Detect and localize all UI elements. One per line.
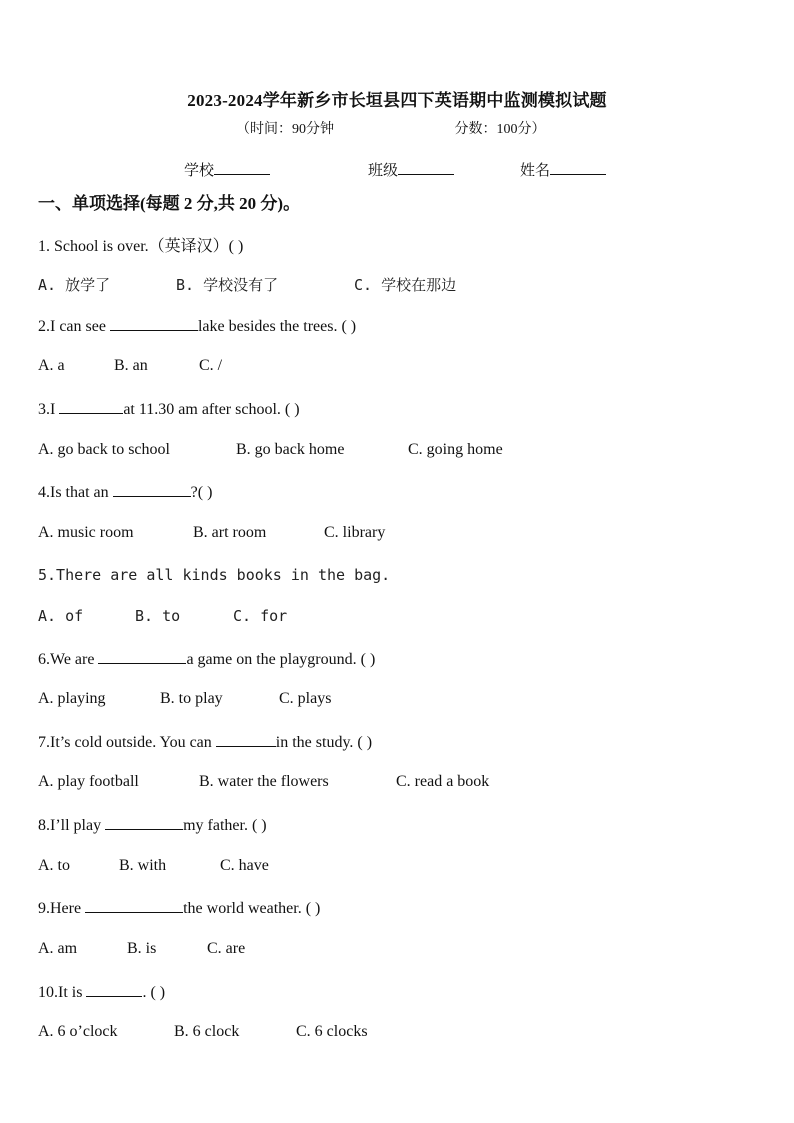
question-text: 10.It is <box>38 984 87 1001</box>
question-text-tail: ?( ) <box>190 484 213 501</box>
question-options <box>38 524 385 542</box>
option-c[interactable]: C. going home <box>408 441 503 458</box>
name-field[interactable] <box>520 159 606 180</box>
question-stem <box>38 815 267 835</box>
time-limit: （时间：90分钟 <box>236 122 334 137</box>
class-blank[interactable] <box>398 160 454 175</box>
answer-blank[interactable] <box>59 399 123 414</box>
question-stem <box>38 482 212 502</box>
answer-blank[interactable] <box>85 898 183 913</box>
answer-blank[interactable] <box>86 982 142 997</box>
question-text: 8.I’ll play <box>38 817 106 834</box>
option-a[interactable]: A. 6 o’clock <box>38 1023 118 1040</box>
option-b[interactable]: B. with <box>119 857 167 874</box>
option-b[interactable]: B. water the flowers <box>199 773 329 790</box>
option-c[interactable]: C. for <box>233 607 288 625</box>
option-a[interactable]: A. 放学了 <box>38 276 111 294</box>
option-b[interactable]: B. an <box>114 357 148 374</box>
question-text: 6.We are <box>38 651 99 668</box>
answer-blank[interactable] <box>113 482 191 497</box>
question-options <box>38 357 222 375</box>
question-text-tail: the world weather. ( ) <box>183 900 321 917</box>
question-options <box>38 607 287 625</box>
question-options <box>38 857 269 875</box>
question-options <box>38 441 503 459</box>
option-c[interactable]: C. / <box>199 357 223 374</box>
option-a[interactable]: A. to <box>38 857 70 874</box>
answer-blank[interactable] <box>110 316 198 331</box>
answer-blank[interactable] <box>216 732 276 747</box>
option-b[interactable]: B. to play <box>160 690 223 707</box>
option-a[interactable]: A. am <box>38 940 78 957</box>
question-stem <box>38 316 356 336</box>
option-b[interactable]: B. 学校没有了 <box>176 276 279 294</box>
question-text-tail: in the study. ( ) <box>275 734 373 751</box>
question-text: 1. School is over.（英译汉）( ) <box>38 238 244 255</box>
total-score: 分数：100分） <box>454 122 546 137</box>
question-options <box>38 1023 368 1041</box>
question-text-tail: at 11.30 am after school. ( ) <box>123 401 300 418</box>
option-c[interactable]: C. 6 clocks <box>296 1023 368 1040</box>
question-text: 7.It’s cold outside. You can <box>38 734 216 751</box>
question-stem <box>38 649 375 669</box>
school-blank[interactable] <box>214 160 270 175</box>
question-text-tail: a game on the playground. ( ) <box>186 651 376 668</box>
option-a[interactable]: A. of <box>38 607 84 625</box>
class-label: 班级 <box>368 163 399 179</box>
question-text: 5.There are all kinds books in the bag. <box>38 566 391 584</box>
question-stem <box>38 982 165 1002</box>
exam-title: 2023-2024学年新乡市长垣县四下英语期中监测模拟试题 <box>187 91 607 110</box>
class-field[interactable] <box>368 159 454 180</box>
answer-blank[interactable] <box>105 815 183 830</box>
school-field[interactable] <box>184 159 270 180</box>
question-text: 9.Here <box>38 900 86 917</box>
option-c[interactable]: C. library <box>324 524 386 541</box>
answer-blank[interactable] <box>98 649 186 664</box>
name-blank[interactable] <box>550 160 606 175</box>
question-text-tail: . ( ) <box>142 984 166 1001</box>
option-a[interactable]: A. music room <box>38 524 134 541</box>
option-b[interactable]: B. art room <box>193 524 267 541</box>
option-c[interactable]: C. plays <box>279 690 332 707</box>
school-label: 学校 <box>184 163 215 179</box>
question-text: 3.I <box>38 401 60 418</box>
question-stem <box>38 233 243 256</box>
option-a[interactable]: A. play football <box>38 773 139 790</box>
option-a[interactable]: A. a <box>38 357 65 374</box>
question-options <box>38 773 489 791</box>
question-stem <box>38 732 372 752</box>
question-stem <box>38 898 320 918</box>
option-b[interactable]: B. to <box>135 607 181 625</box>
exam-meta <box>236 118 546 138</box>
option-c[interactable]: C. are <box>207 940 246 957</box>
name-label: 姓名 <box>520 163 551 179</box>
question-text-tail: my father. ( ) <box>183 817 267 834</box>
option-b[interactable]: B. go back home <box>236 441 345 458</box>
option-b[interactable]: B. is <box>127 940 157 957</box>
question-text: 4.Is that an <box>38 484 113 501</box>
section-heading: 一、单项选择(每题 2 分,共 20 分)。 <box>38 194 301 213</box>
option-c[interactable]: C. have <box>220 857 269 874</box>
question-text-tail: lake besides the trees. ( ) <box>197 318 357 335</box>
question-options <box>38 274 456 295</box>
question-options <box>38 940 245 958</box>
question-stem <box>38 566 390 584</box>
option-a[interactable]: A. playing <box>38 690 106 707</box>
option-c[interactable]: C. read a book <box>396 773 490 790</box>
question-text: 2.I can see <box>38 318 110 335</box>
question-stem <box>38 399 300 419</box>
option-b[interactable]: B. 6 clock <box>174 1023 240 1040</box>
option-c[interactable]: C. 学校在那边 <box>354 276 457 294</box>
question-options <box>38 690 331 708</box>
option-a[interactable]: A. go back to school <box>38 441 170 458</box>
